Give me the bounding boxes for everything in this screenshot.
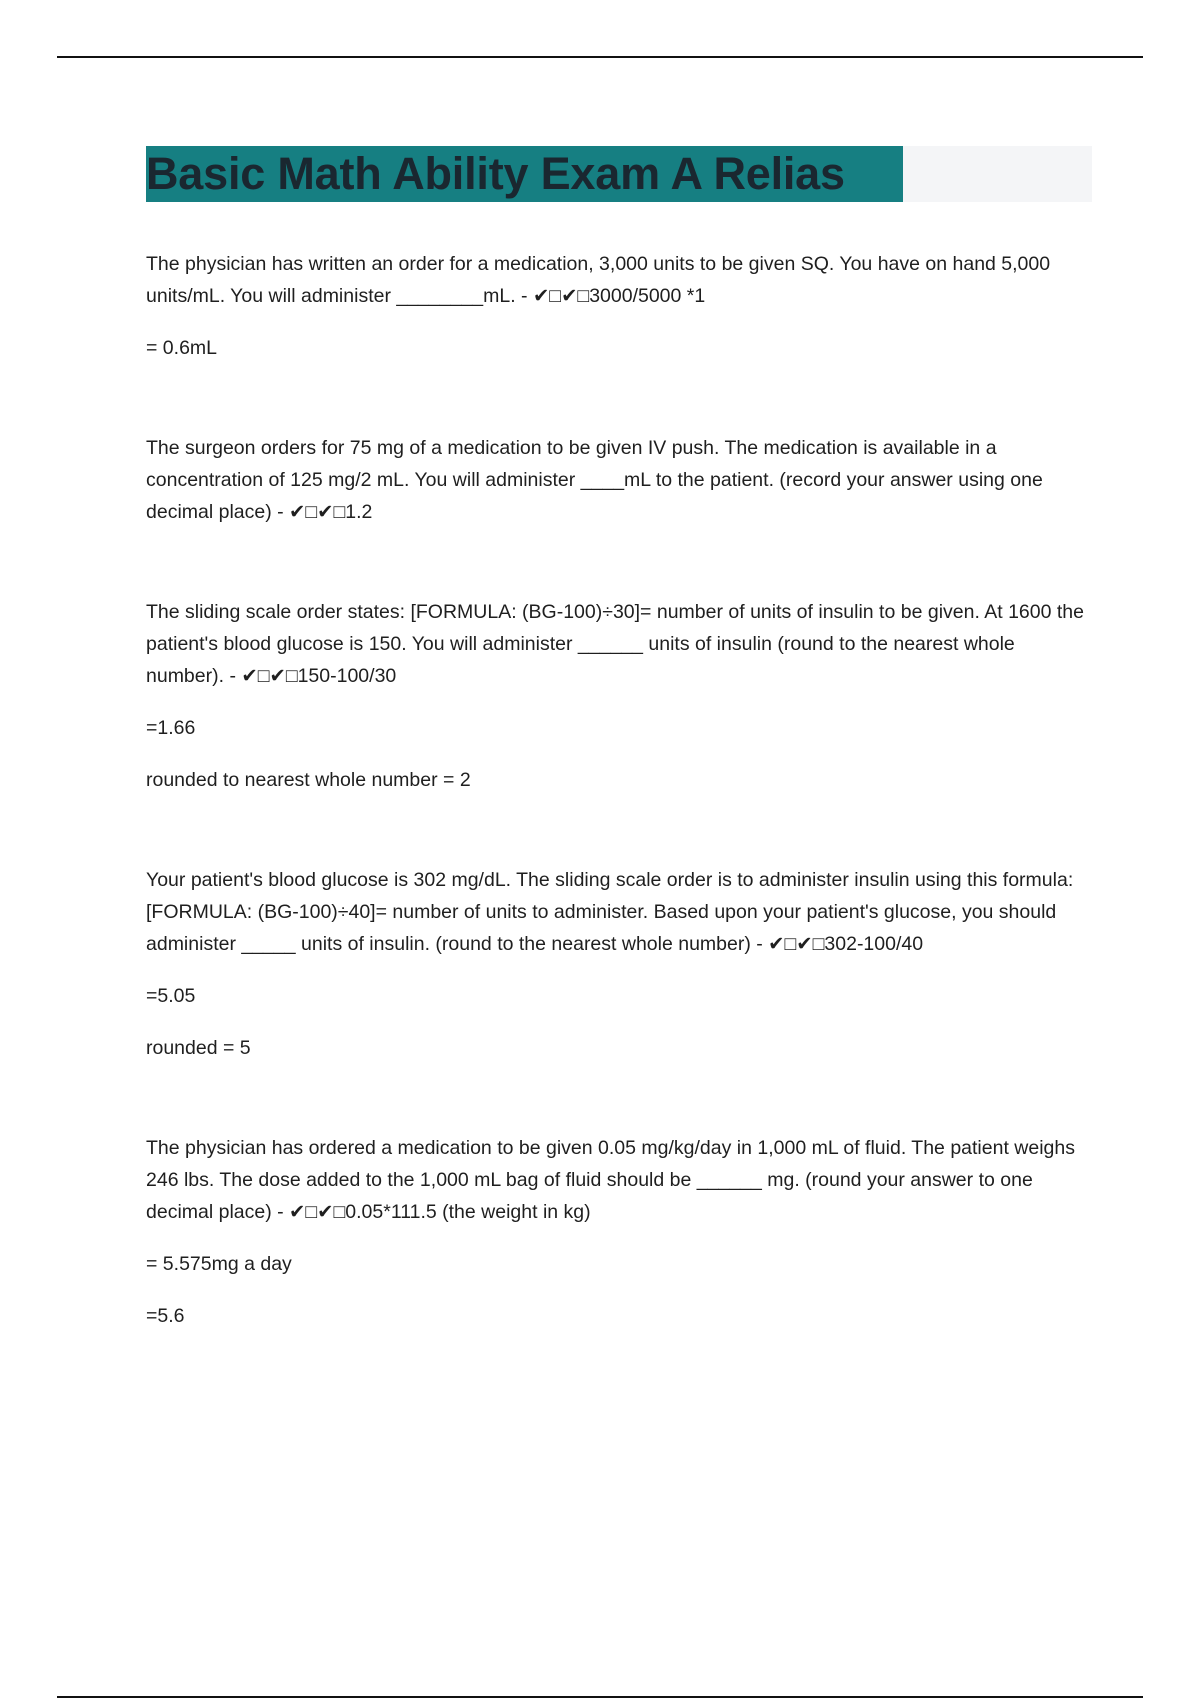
answer-line: = 5.575mg a day <box>146 1253 292 1275</box>
answer-line: rounded = 5 <box>146 1037 251 1059</box>
header-rule <box>57 56 1143 58</box>
answer-line: = 0.6mL <box>146 337 218 359</box>
answer-line: rounded to nearest whole number = 2 <box>146 769 471 791</box>
question-text: The sliding scale order states: [FORMULA: (BG-100)÷30]= number of units of insulin to be given. At 1600 the patient's blood glucose is 150. You will administer ______ units of insulin (round to the nearest whole number). - ✔□✔□150-100/30 <box>146 601 1084 687</box>
exam-item <box>146 864 1086 1064</box>
question-text: The physician has written an order for a medication, 3,000 units to be given SQ. You have on hand 5,000 units/mL. You will administer ________mL. - ✔□✔□3000/5000 *1 <box>146 253 1051 307</box>
document-title: Basic Math Ability Exam A Relias <box>146 146 903 202</box>
footer-rule <box>57 1696 1143 1698</box>
exam-item <box>146 596 1086 796</box>
title-bar <box>146 146 1092 202</box>
answer-line: =1.66 <box>146 717 196 739</box>
question-text: The physician has ordered a medication to be given 0.05 mg/kg/day in 1,000 mL of fluid. The patient weighs 246 lbs. The dose added to the 1,000 mL bag of fluid should be ______ mg. (round your answer to one decimal place) - ✔□✔□0.05*111.5 (the weight in kg) <box>146 1137 1075 1223</box>
answer-line: =5.05 <box>146 985 196 1007</box>
exam-item <box>146 248 1086 364</box>
exam-item <box>146 1132 1086 1332</box>
question-text: The surgeon orders for 75 mg of a medication to be given IV push. The medication is available in a concentration of 125 mg/2 mL. You will administer ____mL to the patient. (record your answer using one decimal place) - ✔□✔□1.2 <box>146 437 1043 523</box>
answer-line: =5.6 <box>146 1305 185 1327</box>
exam-item <box>146 432 1086 528</box>
question-text: Your patient's blood glucose is 302 mg/dL. The sliding scale order is to administer insulin using this formula: [FORMULA: (BG-100)÷40]= number of units to administer. Based upon your patient's glucose, you should administer _____ units of insulin. (round to the nearest whole number) - ✔□✔□302-100/40 <box>146 869 1074 955</box>
document-body <box>146 248 1086 1332</box>
